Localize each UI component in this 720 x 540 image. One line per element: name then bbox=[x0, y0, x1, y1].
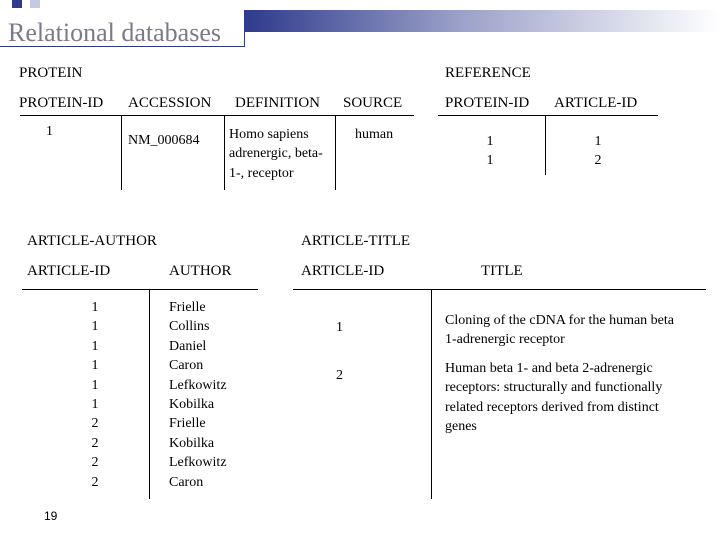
article-author-cell-author: Collins bbox=[169, 319, 210, 335]
title-decor-square-dark bbox=[12, 0, 22, 8]
protein-header-source: SOURCE bbox=[343, 95, 403, 111]
article-author-col-divider bbox=[149, 289, 150, 499]
reference-cell-protein-id: 1 bbox=[486, 134, 494, 149]
article-author-author-column bbox=[169, 298, 227, 492]
article-author-cell-article-id: 1 bbox=[91, 358, 99, 374]
article-author-cell-article-id: 2 bbox=[91, 474, 99, 490]
reference-protein-id-column bbox=[470, 132, 510, 171]
article-title-cell-article-id: 2 bbox=[336, 368, 343, 383]
protein-col-divider bbox=[121, 115, 122, 190]
title-rule-vertical bbox=[244, 10, 245, 46]
article-author-cell-author: Kobilka bbox=[169, 397, 215, 413]
protein-col-divider bbox=[224, 115, 225, 190]
article-title-col-divider bbox=[431, 289, 432, 499]
article-title-table-label: ARTICLE-TITLE bbox=[301, 233, 411, 249]
reference-header-protein-id: PROTEIN-ID bbox=[445, 95, 530, 111]
article-author-cell-article-id: 1 bbox=[91, 300, 99, 315]
article-title-cell-article-id: 1 bbox=[336, 320, 343, 335]
reference-table-label: REFERENCE bbox=[445, 65, 531, 81]
article-author-id-column bbox=[80, 298, 110, 492]
reference-cell-article-id: 2 bbox=[594, 153, 602, 169]
article-author-table-label: ARTICLE-AUTHOR bbox=[27, 233, 157, 249]
article-title-cell-title: Human beta 1- and beta 2-adrenergic receptors: structurally and functionally related receptors derived from distinct genes bbox=[445, 361, 663, 435]
reference-col-divider bbox=[545, 115, 546, 175]
article-author-cell-author: Frielle bbox=[169, 416, 206, 432]
protein-col-divider bbox=[335, 115, 336, 190]
reference-header-article-id: ARTICLE-ID bbox=[554, 95, 638, 111]
article-author-cell-article-id: 2 bbox=[91, 455, 99, 471]
article-author-cell-article-id: 2 bbox=[91, 416, 99, 432]
protein-cell-definition: Homo sapiens adrenergic, beta-1-, receptor bbox=[229, 127, 323, 181]
article-title-header-title: TITLE bbox=[481, 263, 523, 279]
title-decor-square-light bbox=[30, 0, 40, 8]
reference-cell-article-id: 1 bbox=[594, 134, 602, 149]
article-author-header-author: AUTHOR bbox=[169, 263, 232, 279]
reference-cell-protein-id: 1 bbox=[486, 153, 494, 169]
article-author-cell-author: Lefkowitz bbox=[169, 455, 227, 471]
protein-cell-source: human bbox=[355, 127, 394, 142]
protein-header-protein-id: PROTEIN-ID bbox=[19, 95, 104, 111]
protein-header-accession: ACCESSION bbox=[128, 95, 212, 111]
article-author-cell-author: Caron bbox=[169, 358, 204, 374]
article-author-cell-author: Lefkowitz bbox=[169, 377, 227, 393]
article-title-cell-title: Cloning of the cDNA for the human beta 1-adrenergic receptor bbox=[445, 313, 675, 348]
article-author-cell-article-id: 2 bbox=[91, 435, 99, 451]
protein-table-label: PROTEIN bbox=[19, 65, 83, 81]
article-author-cell-article-id: 1 bbox=[91, 377, 99, 393]
protein-cell-protein-id: 1 bbox=[46, 124, 53, 139]
title-gradient-bar bbox=[244, 10, 720, 32]
article-author-cell-article-id: 1 bbox=[91, 397, 99, 413]
protein-header-rule bbox=[20, 115, 414, 116]
reference-header-rule bbox=[438, 115, 658, 116]
article-author-header-article-id: ARTICLE-ID bbox=[27, 263, 111, 279]
protein-cell-accession: NM_000684 bbox=[128, 133, 200, 148]
article-author-cell-author: Frielle bbox=[169, 300, 206, 315]
article-title-header-rule bbox=[293, 289, 706, 290]
protein-header-definition: DEFINITION bbox=[235, 95, 320, 111]
article-author-cell-article-id: 1 bbox=[91, 338, 99, 354]
article-author-cell-author: Kobilka bbox=[169, 435, 215, 451]
reference-article-id-column bbox=[578, 132, 618, 171]
article-author-cell-author: Caron bbox=[169, 474, 204, 490]
slide-title: Relational databases bbox=[8, 18, 221, 47]
article-title-header-article-id: ARTICLE-ID bbox=[301, 263, 385, 279]
article-author-cell-author: Daniel bbox=[169, 338, 207, 354]
article-author-cell-article-id: 1 bbox=[91, 319, 99, 335]
page-number: 19 bbox=[44, 509, 58, 523]
article-author-header-rule bbox=[22, 289, 258, 290]
